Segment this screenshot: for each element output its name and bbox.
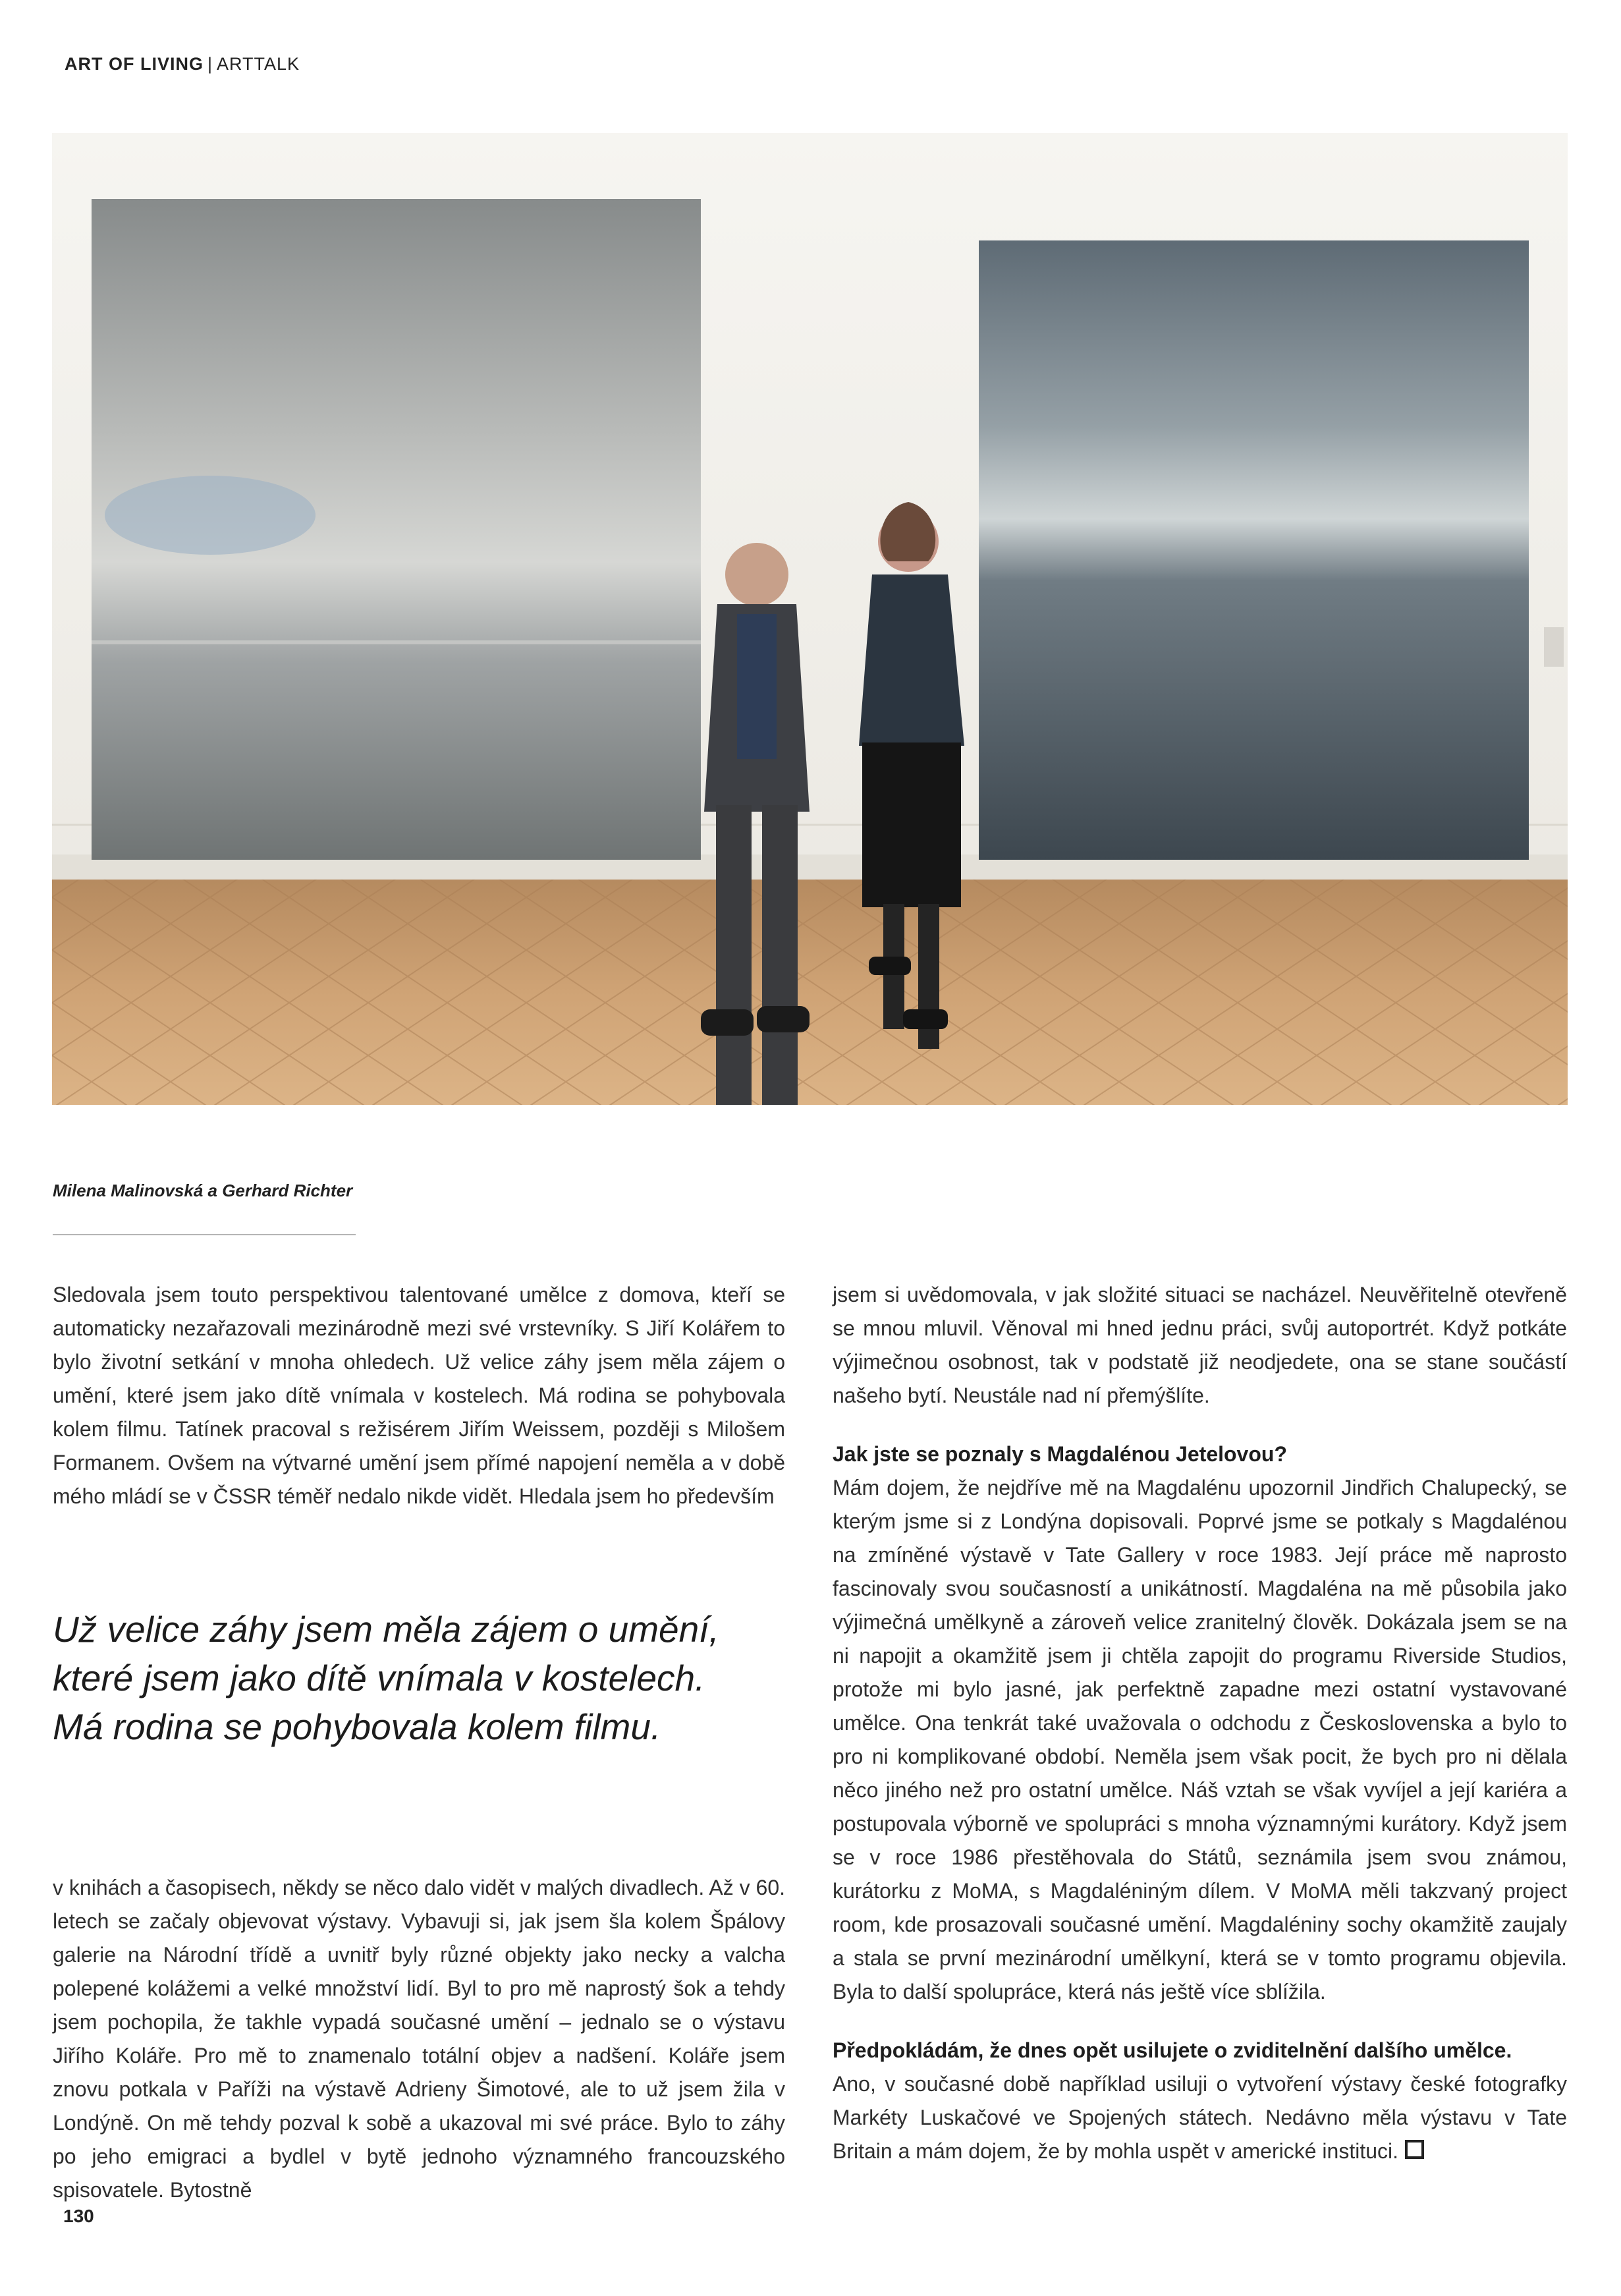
gallery-photo (52, 133, 1568, 1105)
body-paragraph: jsem si uvědomovala, v jak složité situaci se nacházel. Neuvěřitelně otevřeně se mnou mluvil. Věnoval mi hned jednu práci, svůj autoportrét. Když potkáte výjimečnou osobnost, tak v podstatě již neodjedete, ona se stane součástí našeho bytí. Neustále nad ní přemýšlíte. (833, 1283, 1567, 1407)
header-separator: | (207, 54, 213, 74)
interview-question: Předpokládám, že dnes opět usilujete o zviditelnění dalšího umělce. (833, 2038, 1512, 2062)
header-section: ART OF LIVING (65, 54, 204, 74)
column-1-bottom (53, 1871, 785, 2207)
answer-text: Ano, v současné době například usiluji o vytvoření výstavy české fotografky Markéty Luskačové ve Spojených státech. Nedávno měla výstavu v Tate Britain a mám dojem, že by mohla uspět v americké instituci. (833, 2072, 1567, 2163)
page-number: 130 (63, 2206, 94, 2226)
pull-quote-line: Už velice záhy jsem měla zájem o umění, (53, 1609, 719, 1650)
interview-question: Jak jste se poznaly s Magdalénou Jetelovou? (833, 1442, 1287, 1466)
photo-caption: Milena Malinovská a Gerhard Richter (53, 1181, 353, 1200)
pull-quote-line: které jsem jako dítě vnímala v kostelech. (53, 1658, 705, 1698)
header-subsection: ARTTALK (217, 54, 300, 74)
pull-quote-line: Má rodina se pohybovala kolem filmu. (53, 1706, 661, 1747)
running-header (65, 54, 300, 74)
sea-painting (979, 240, 1529, 860)
column-2 (833, 1278, 1567, 2168)
body-paragraph: Sledovala jsem touto perspektivou talentované umělce z domova, kteří se automaticky nezařazovali mezinárodně mezi své vrstevníky. S Jiří Kolářem to bylo životní setkání v mnoha ohledech. Už velice záhy jsem měla zájem o umění, které jsem jako dítě vnímala v kostelech. Má rodina se pohybovala kolem filmu. Tatínek pracoval s režisérem Jiřím Weissem, později s Milošem Formanem. Ovšem na výtvarné umění jsem přímé napojení neměla a v době mého mládí se v ČSSR téměř nedalo nikde vidět. Hledala jsem ho především (53, 1283, 785, 1508)
pull-quote (53, 1605, 810, 1751)
interview-answer-final (833, 2067, 1567, 2168)
interview-answer: Mám dojem, že nejdříve mě na Magdalénu upozornil Jindřich Chalupecký, se kterým jsme si z Londýna dopisovali. Poprvé jsme se potkaly s Magdalénou na zmíněné výstavě v Tate Gallery v roce 1983. Její práce mě naprosto fascinovaly svou současností a unikátností. Magdaléna na mě působila jako výjimečná umělkyně a zároveň velice zranitelný člověk. Dokázala jsem se na ni napojit a okamžitě jsem ji chtěla zapojit do programu Riverside Studios, protože mi bylo jasné, jak perfektně zapadne mezi ostatní vystavované umělce. Ona tenkrát také uvažovala o odchodu z Československa a bylo to pro ni komplikované období. Neměla jsem však pocit, že bych pro ni dělala něco jiného než pro ostatní umělce. Náš vztah se však vyvíjel a její kariéra a postupovala výborně ve spolupráci s mnoha významnými kurátory. Když jsem se v roce 1986 přestěhovala do Států, seznámila jsem svou známou, kurátorku z MoMA, s Magdaléniným dílem. V MoMA měli takzvaný project room, kde prosazovali současné umění. Magdaléniny sochy okamžitě zaujaly a stala se první mezinárodní umělkyní, která se v tomto programu objevila. Byla to další spolupráce, která nás ještě více sblížila. (833, 1476, 1567, 2003)
column-1-top (53, 1278, 785, 1513)
caption-divider (53, 1234, 356, 1235)
end-mark-icon (1405, 2140, 1424, 2159)
body-paragraph: v knihách a časopisech, někdy se něco dalo vidět v malých divadlech. Až v 60. letech se začaly objevovat výstavy. Vybavuji si, jak jsem šla kolem Špálovy galerie na Národní třídě a uvnitř byly různé objekty jako necky a valcha polepené kolážemi a velké množství lidí. Byl to pro mě naprostý šok a tehdy jsem pochopila, že takhle vypadá současné umění – jednalo se o výstavu Jiřího Koláře. Pro mě to znamenalo totální objev a nadšení. Koláře jsem znovu potkala v Paříži na výstavě Adrieny Šimotové, ale to už jsem žila v Londýně. On mě tehdy pozval k sobě a ukazoval mi své práce. Bylo to záhy po jeho emigraci a bydlel v bytě jednoho významného francouzského spisovatele. Bytostně (53, 1876, 785, 2202)
